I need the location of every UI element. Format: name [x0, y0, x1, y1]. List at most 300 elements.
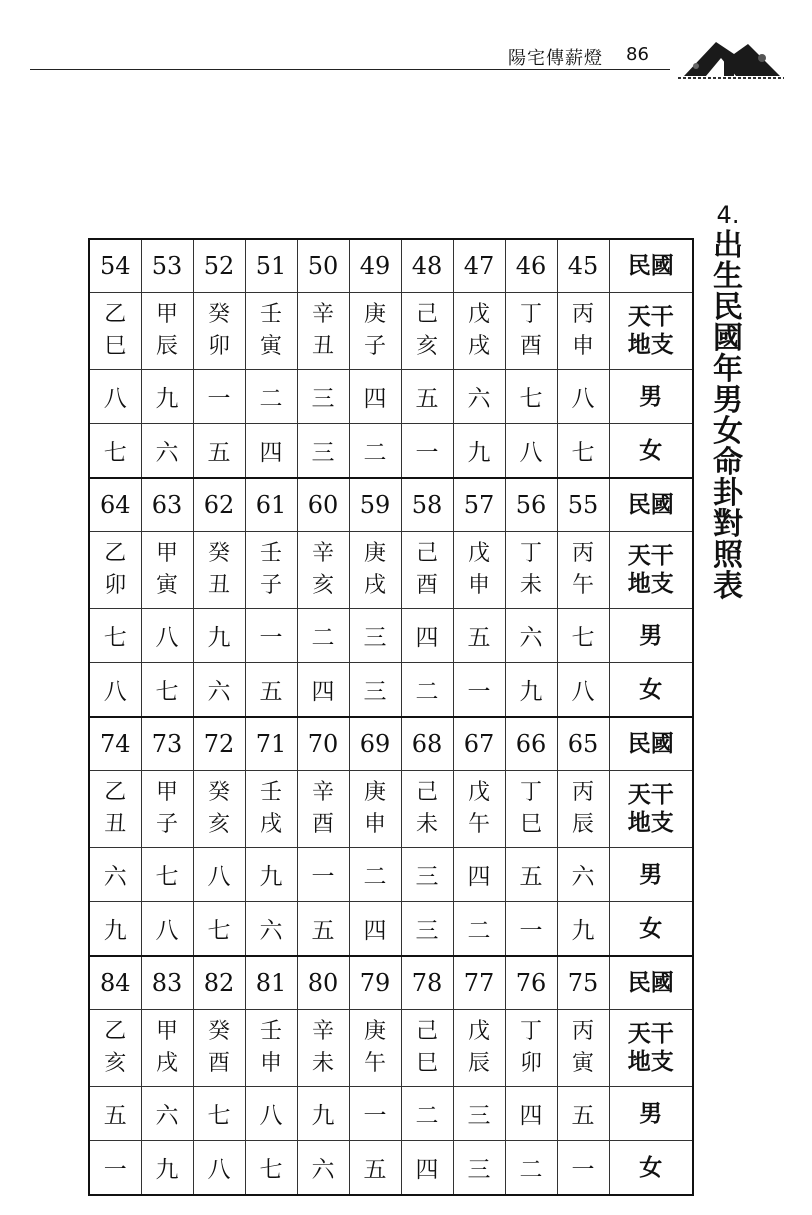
heavenly-stem: 乙	[104, 780, 127, 805]
ganzhi-label-top: 天干	[627, 304, 674, 330]
male-gua-cell: 八	[193, 848, 245, 902]
year-cell: 53	[141, 239, 193, 293]
title-char: 對	[713, 507, 743, 542]
female-label: 女	[609, 424, 693, 479]
female-gua-cell: 一	[505, 902, 557, 957]
year-cell: 48	[401, 239, 453, 293]
table-title-chars	[708, 230, 748, 602]
earthly-branch: 午	[467, 812, 490, 837]
male-gua-cell: 八	[141, 609, 193, 663]
ganzhi-cell	[557, 771, 609, 848]
female-gua-cell: 五	[349, 1141, 401, 1196]
heavenly-stem: 己	[415, 1019, 438, 1044]
heavenly-stem: 辛	[311, 780, 334, 805]
female-gua-cell: 九	[453, 424, 505, 479]
ganzhi-cell	[453, 532, 505, 609]
ganzhi-label	[609, 771, 693, 848]
male-row	[89, 1087, 693, 1141]
male-gua-cell: 六	[557, 848, 609, 902]
ganzhi-cell	[89, 532, 141, 609]
year-cell: 59	[349, 478, 401, 532]
title-char: 出	[713, 228, 743, 263]
male-gua-cell: 九	[245, 848, 297, 902]
heavenly-stem: 乙	[104, 1019, 127, 1044]
earthly-branch: 酉	[519, 334, 542, 359]
earthly-branch: 子	[259, 573, 282, 598]
heavenly-stem: 甲	[155, 541, 178, 566]
heavenly-stem: 戊	[467, 541, 490, 566]
female-gua-cell: 九	[557, 902, 609, 957]
ganzhi-label	[609, 1010, 693, 1087]
male-gua-cell: 一	[245, 609, 297, 663]
male-gua-cell: 一	[349, 1087, 401, 1141]
female-gua-cell: 八	[505, 424, 557, 479]
female-label: 女	[609, 663, 693, 718]
heavenly-stem: 戊	[467, 302, 490, 327]
ganzhi-cell	[453, 1010, 505, 1087]
ganzhi-cell	[401, 293, 453, 370]
female-gua-cell: 三	[349, 663, 401, 718]
earthly-branch: 丑	[311, 334, 334, 359]
male-label: 男	[609, 848, 693, 902]
earthly-branch: 巳	[104, 334, 127, 359]
male-gua-cell: 二	[349, 848, 401, 902]
year-cell: 82	[193, 956, 245, 1010]
ganzhi-cell	[89, 1010, 141, 1087]
year-cell: 69	[349, 717, 401, 771]
earthly-branch: 午	[571, 573, 594, 598]
ganzhi-cell	[297, 1010, 349, 1087]
male-row	[89, 370, 693, 424]
year-label: 民國	[609, 717, 693, 771]
heavenly-stem: 甲	[155, 302, 178, 327]
year-cell: 58	[401, 478, 453, 532]
male-gua-cell: 五	[557, 1087, 609, 1141]
title-char: 照	[713, 538, 743, 573]
male-label: 男	[609, 609, 693, 663]
title-char: 表	[713, 569, 743, 604]
earthly-branch: 戌	[259, 812, 282, 837]
male-gua-cell: 九	[297, 1087, 349, 1141]
male-gua-cell: 二	[245, 370, 297, 424]
ganzhi-cell	[193, 1010, 245, 1087]
heavenly-stem: 丁	[519, 780, 542, 805]
ganzhi-row	[89, 532, 693, 609]
ganzhi-label-top: 天干	[627, 1021, 674, 1047]
male-gua-cell: 三	[401, 848, 453, 902]
heavenly-stem: 丁	[519, 302, 542, 327]
ganzhi-row	[89, 293, 693, 370]
male-gua-cell: 三	[297, 370, 349, 424]
heavenly-stem: 庚	[363, 541, 386, 566]
male-gua-cell: 八	[245, 1087, 297, 1141]
heavenly-stem: 辛	[311, 302, 334, 327]
male-gua-cell: 九	[193, 609, 245, 663]
earthly-branch: 酉	[207, 1051, 230, 1076]
male-gua-cell: 四	[401, 609, 453, 663]
earthly-branch: 申	[259, 1051, 282, 1076]
ganzhi-row	[89, 1010, 693, 1087]
ganzhi-cell	[401, 771, 453, 848]
earthly-branch: 亥	[104, 1051, 127, 1076]
year-label: 民國	[609, 478, 693, 532]
title-char: 年	[713, 352, 743, 387]
earthly-branch: 卯	[104, 573, 127, 598]
female-gua-cell: 一	[557, 1141, 609, 1196]
female-gua-cell: 九	[505, 663, 557, 718]
year-cell: 66	[505, 717, 557, 771]
female-gua-cell: 六	[141, 424, 193, 479]
female-gua-cell: 四	[297, 663, 349, 718]
male-gua-cell: 二	[401, 1087, 453, 1141]
earthly-branch: 子	[363, 334, 386, 359]
female-row	[89, 902, 693, 957]
ganzhi-cell	[505, 532, 557, 609]
female-gua-cell: 五	[297, 902, 349, 957]
ganzhi-cell	[453, 293, 505, 370]
ganzhi-cell	[349, 771, 401, 848]
earthly-branch: 辰	[467, 1051, 490, 1076]
ganzhi-cell	[297, 532, 349, 609]
heavenly-stem: 壬	[259, 1019, 282, 1044]
title-char: 男	[713, 383, 743, 418]
male-gua-cell: 五	[505, 848, 557, 902]
ganzhi-cell	[245, 532, 297, 609]
female-row	[89, 424, 693, 479]
year-cell: 84	[89, 956, 141, 1010]
male-gua-cell: 六	[141, 1087, 193, 1141]
earthly-branch: 申	[467, 573, 490, 598]
title-char: 生	[713, 259, 743, 294]
ganzhi-cell	[245, 293, 297, 370]
year-cell: 62	[193, 478, 245, 532]
male-gua-cell: 六	[89, 848, 141, 902]
earthly-branch: 亥	[415, 334, 438, 359]
title-char: 民	[713, 290, 743, 325]
ganzhi-cell	[297, 293, 349, 370]
year-cell: 68	[401, 717, 453, 771]
ganzhi-label-bottom: 地支	[627, 332, 674, 358]
male-gua-cell: 七	[557, 609, 609, 663]
earthly-branch: 丑	[207, 573, 230, 598]
year-cell: 75	[557, 956, 609, 1010]
year-cell: 63	[141, 478, 193, 532]
earthly-branch: 辰	[571, 812, 594, 837]
heavenly-stem: 庚	[363, 780, 386, 805]
male-gua-cell: 八	[89, 370, 141, 424]
title-char: 女	[713, 414, 743, 449]
year-cell: 64	[89, 478, 141, 532]
earthly-branch: 亥	[207, 812, 230, 837]
female-gua-cell: 七	[245, 1141, 297, 1196]
ganzhi-cell	[193, 293, 245, 370]
ganzhi-cell	[141, 293, 193, 370]
female-gua-cell: 八	[193, 1141, 245, 1196]
male-gua-cell: 七	[505, 370, 557, 424]
year-cell: 79	[349, 956, 401, 1010]
male-gua-cell: 六	[453, 370, 505, 424]
table-title	[708, 200, 748, 602]
earthly-branch: 辰	[155, 334, 178, 359]
female-gua-cell: 七	[89, 424, 141, 479]
year-cell: 65	[557, 717, 609, 771]
heavenly-stem: 甲	[155, 780, 178, 805]
heavenly-stem: 壬	[259, 780, 282, 805]
male-gua-cell: 七	[141, 848, 193, 902]
page-header	[0, 0, 812, 90]
heavenly-stem: 壬	[259, 541, 282, 566]
heavenly-stem: 丙	[571, 302, 594, 327]
female-gua-cell: 三	[297, 424, 349, 479]
earthly-branch: 未	[415, 812, 438, 837]
year-cell: 83	[141, 956, 193, 1010]
book-title: 陽宅傳薪燈	[508, 48, 603, 69]
ganzhi-label	[609, 532, 693, 609]
year-label: 民國	[609, 956, 693, 1010]
heavenly-stem: 癸	[207, 541, 230, 566]
year-row	[89, 956, 693, 1010]
year-cell: 55	[557, 478, 609, 532]
female-gua-cell: 四	[245, 424, 297, 479]
male-row	[89, 848, 693, 902]
year-row	[89, 239, 693, 293]
heavenly-stem: 丙	[571, 1019, 594, 1044]
ganzhi-cell	[141, 1010, 193, 1087]
ganzhi-cell	[245, 771, 297, 848]
year-cell: 45	[557, 239, 609, 293]
female-gua-cell: 七	[141, 663, 193, 718]
heavenly-stem: 癸	[207, 780, 230, 805]
year-cell: 80	[297, 956, 349, 1010]
ganzhi-cell	[505, 771, 557, 848]
table-number: 4.	[716, 201, 740, 229]
year-cell: 76	[505, 956, 557, 1010]
ganzhi-cell	[505, 1010, 557, 1087]
year-cell: 50	[297, 239, 349, 293]
male-gua-cell: 五	[89, 1087, 141, 1141]
female-gua-cell: 五	[193, 424, 245, 479]
male-gua-cell: 七	[193, 1087, 245, 1141]
female-row	[89, 1141, 693, 1196]
female-gua-cell: 一	[89, 1141, 141, 1196]
female-gua-cell: 八	[141, 902, 193, 957]
earthly-branch: 亥	[311, 573, 334, 598]
earthly-branch: 酉	[415, 573, 438, 598]
earthly-branch: 巳	[415, 1051, 438, 1076]
male-gua-cell: 一	[193, 370, 245, 424]
female-gua-cell: 二	[505, 1141, 557, 1196]
female-gua-cell: 一	[401, 424, 453, 479]
heavenly-stem: 戊	[467, 780, 490, 805]
year-row	[89, 717, 693, 771]
heavenly-stem: 壬	[259, 302, 282, 327]
female-gua-cell: 二	[349, 424, 401, 479]
year-cell: 54	[89, 239, 141, 293]
female-gua-cell: 八	[557, 663, 609, 718]
female-gua-cell: 六	[245, 902, 297, 957]
female-row	[89, 663, 693, 718]
earthly-branch: 戌	[467, 334, 490, 359]
ganzhi-label-top: 天干	[627, 543, 674, 569]
title-char: 國	[713, 321, 743, 356]
ganzhi-cell	[349, 1010, 401, 1087]
earthly-branch: 戌	[363, 573, 386, 598]
female-label: 女	[609, 902, 693, 957]
ganzhi-cell	[193, 771, 245, 848]
female-gua-cell: 七	[193, 902, 245, 957]
earthly-branch: 未	[311, 1051, 334, 1076]
male-gua-cell: 六	[505, 609, 557, 663]
earthly-branch: 卯	[519, 1051, 542, 1076]
female-label: 女	[609, 1141, 693, 1196]
year-cell: 77	[453, 956, 505, 1010]
year-cell: 81	[245, 956, 297, 1010]
ganzhi-label-bottom: 地支	[627, 1049, 674, 1075]
earthly-branch: 申	[363, 812, 386, 837]
heavenly-stem: 己	[415, 302, 438, 327]
female-gua-cell: 八	[89, 663, 141, 718]
heavenly-stem: 丙	[571, 780, 594, 805]
male-gua-cell: 三	[453, 1087, 505, 1141]
earthly-branch: 未	[519, 573, 542, 598]
ganzhi-cell	[557, 293, 609, 370]
earthly-branch: 寅	[571, 1051, 594, 1076]
year-cell: 56	[505, 478, 557, 532]
ganzhi-label-bottom: 地支	[627, 810, 674, 836]
female-gua-cell: 三	[453, 1141, 505, 1196]
male-gua-cell: 八	[557, 370, 609, 424]
female-gua-cell: 一	[453, 663, 505, 718]
male-label: 男	[609, 1087, 693, 1141]
male-gua-cell: 五	[401, 370, 453, 424]
ganzhi-cell	[349, 293, 401, 370]
female-gua-cell: 四	[349, 902, 401, 957]
female-gua-cell: 六	[193, 663, 245, 718]
ganzhi-cell	[557, 1010, 609, 1087]
year-cell: 46	[505, 239, 557, 293]
earthly-branch: 子	[155, 812, 178, 837]
heavenly-stem: 癸	[207, 302, 230, 327]
heavenly-stem: 癸	[207, 1019, 230, 1044]
female-gua-cell: 三	[401, 902, 453, 957]
ganzhi-cell	[401, 532, 453, 609]
ganzhi-cell	[505, 293, 557, 370]
year-label: 民國	[609, 239, 693, 293]
ganzhi-label-top: 天干	[627, 782, 674, 808]
earthly-branch: 寅	[155, 573, 178, 598]
ganzhi-cell	[89, 771, 141, 848]
heavenly-stem: 己	[415, 780, 438, 805]
title-char: 命	[713, 445, 743, 480]
ganzhi-label	[609, 293, 693, 370]
male-gua-cell: 五	[453, 609, 505, 663]
year-cell: 67	[453, 717, 505, 771]
male-gua-cell: 四	[453, 848, 505, 902]
earthly-branch: 酉	[311, 812, 334, 837]
heavenly-stem: 丁	[519, 541, 542, 566]
year-cell: 78	[401, 956, 453, 1010]
house-logo-icon	[676, 36, 786, 80]
heavenly-stem: 乙	[104, 302, 127, 327]
earthly-branch: 卯	[207, 334, 230, 359]
male-row	[89, 609, 693, 663]
year-cell: 52	[193, 239, 245, 293]
year-cell: 60	[297, 478, 349, 532]
year-cell: 74	[89, 717, 141, 771]
earthly-branch: 寅	[259, 334, 282, 359]
heavenly-stem: 丙	[571, 541, 594, 566]
ganzhi-cell	[557, 532, 609, 609]
male-gua-cell: 四	[505, 1087, 557, 1141]
earthly-branch: 丑	[104, 812, 127, 837]
heavenly-stem: 辛	[311, 1019, 334, 1044]
male-gua-cell: 二	[297, 609, 349, 663]
earthly-branch: 申	[571, 334, 594, 359]
ganzhi-cell	[297, 771, 349, 848]
heavenly-stem: 庚	[363, 1019, 386, 1044]
female-gua-cell: 九	[141, 1141, 193, 1196]
female-gua-cell: 五	[245, 663, 297, 718]
page-number: 86	[626, 44, 649, 65]
female-gua-cell: 二	[401, 663, 453, 718]
ganzhi-row	[89, 771, 693, 848]
ganzhi-cell	[453, 771, 505, 848]
year-cell: 70	[297, 717, 349, 771]
year-cell: 49	[349, 239, 401, 293]
year-cell: 61	[245, 478, 297, 532]
year-cell: 51	[245, 239, 297, 293]
male-gua-cell: 四	[349, 370, 401, 424]
year-cell: 73	[141, 717, 193, 771]
year-cell: 72	[193, 717, 245, 771]
ganzhi-cell	[141, 771, 193, 848]
year-cell: 71	[245, 717, 297, 771]
ganzhi-cell	[141, 532, 193, 609]
heavenly-stem: 戊	[467, 1019, 490, 1044]
female-gua-cell: 二	[453, 902, 505, 957]
earthly-branch: 巳	[519, 812, 542, 837]
title-char: 卦	[713, 476, 743, 511]
heavenly-stem: 辛	[311, 541, 334, 566]
heavenly-stem: 庚	[363, 302, 386, 327]
heavenly-stem: 甲	[155, 1019, 178, 1044]
birth-year-gua-table	[88, 238, 694, 1196]
female-gua-cell: 六	[297, 1141, 349, 1196]
ganzhi-cell	[349, 532, 401, 609]
ganzhi-cell	[89, 293, 141, 370]
heavenly-stem: 丁	[519, 1019, 542, 1044]
year-cell: 47	[453, 239, 505, 293]
year-cell: 57	[453, 478, 505, 532]
male-gua-cell: 三	[349, 609, 401, 663]
male-label: 男	[609, 370, 693, 424]
male-gua-cell: 七	[89, 609, 141, 663]
male-gua-cell: 九	[141, 370, 193, 424]
year-row	[89, 478, 693, 532]
ganzhi-cell	[401, 1010, 453, 1087]
ganzhi-label-bottom: 地支	[627, 571, 674, 597]
earthly-branch: 午	[363, 1051, 386, 1076]
male-gua-cell: 一	[297, 848, 349, 902]
heavenly-stem: 乙	[104, 541, 127, 566]
ganzhi-cell	[245, 1010, 297, 1087]
earthly-branch: 戌	[155, 1051, 178, 1076]
female-gua-cell: 九	[89, 902, 141, 957]
female-gua-cell: 四	[401, 1141, 453, 1196]
female-gua-cell: 七	[557, 424, 609, 479]
ganzhi-cell	[193, 532, 245, 609]
heavenly-stem: 己	[415, 541, 438, 566]
